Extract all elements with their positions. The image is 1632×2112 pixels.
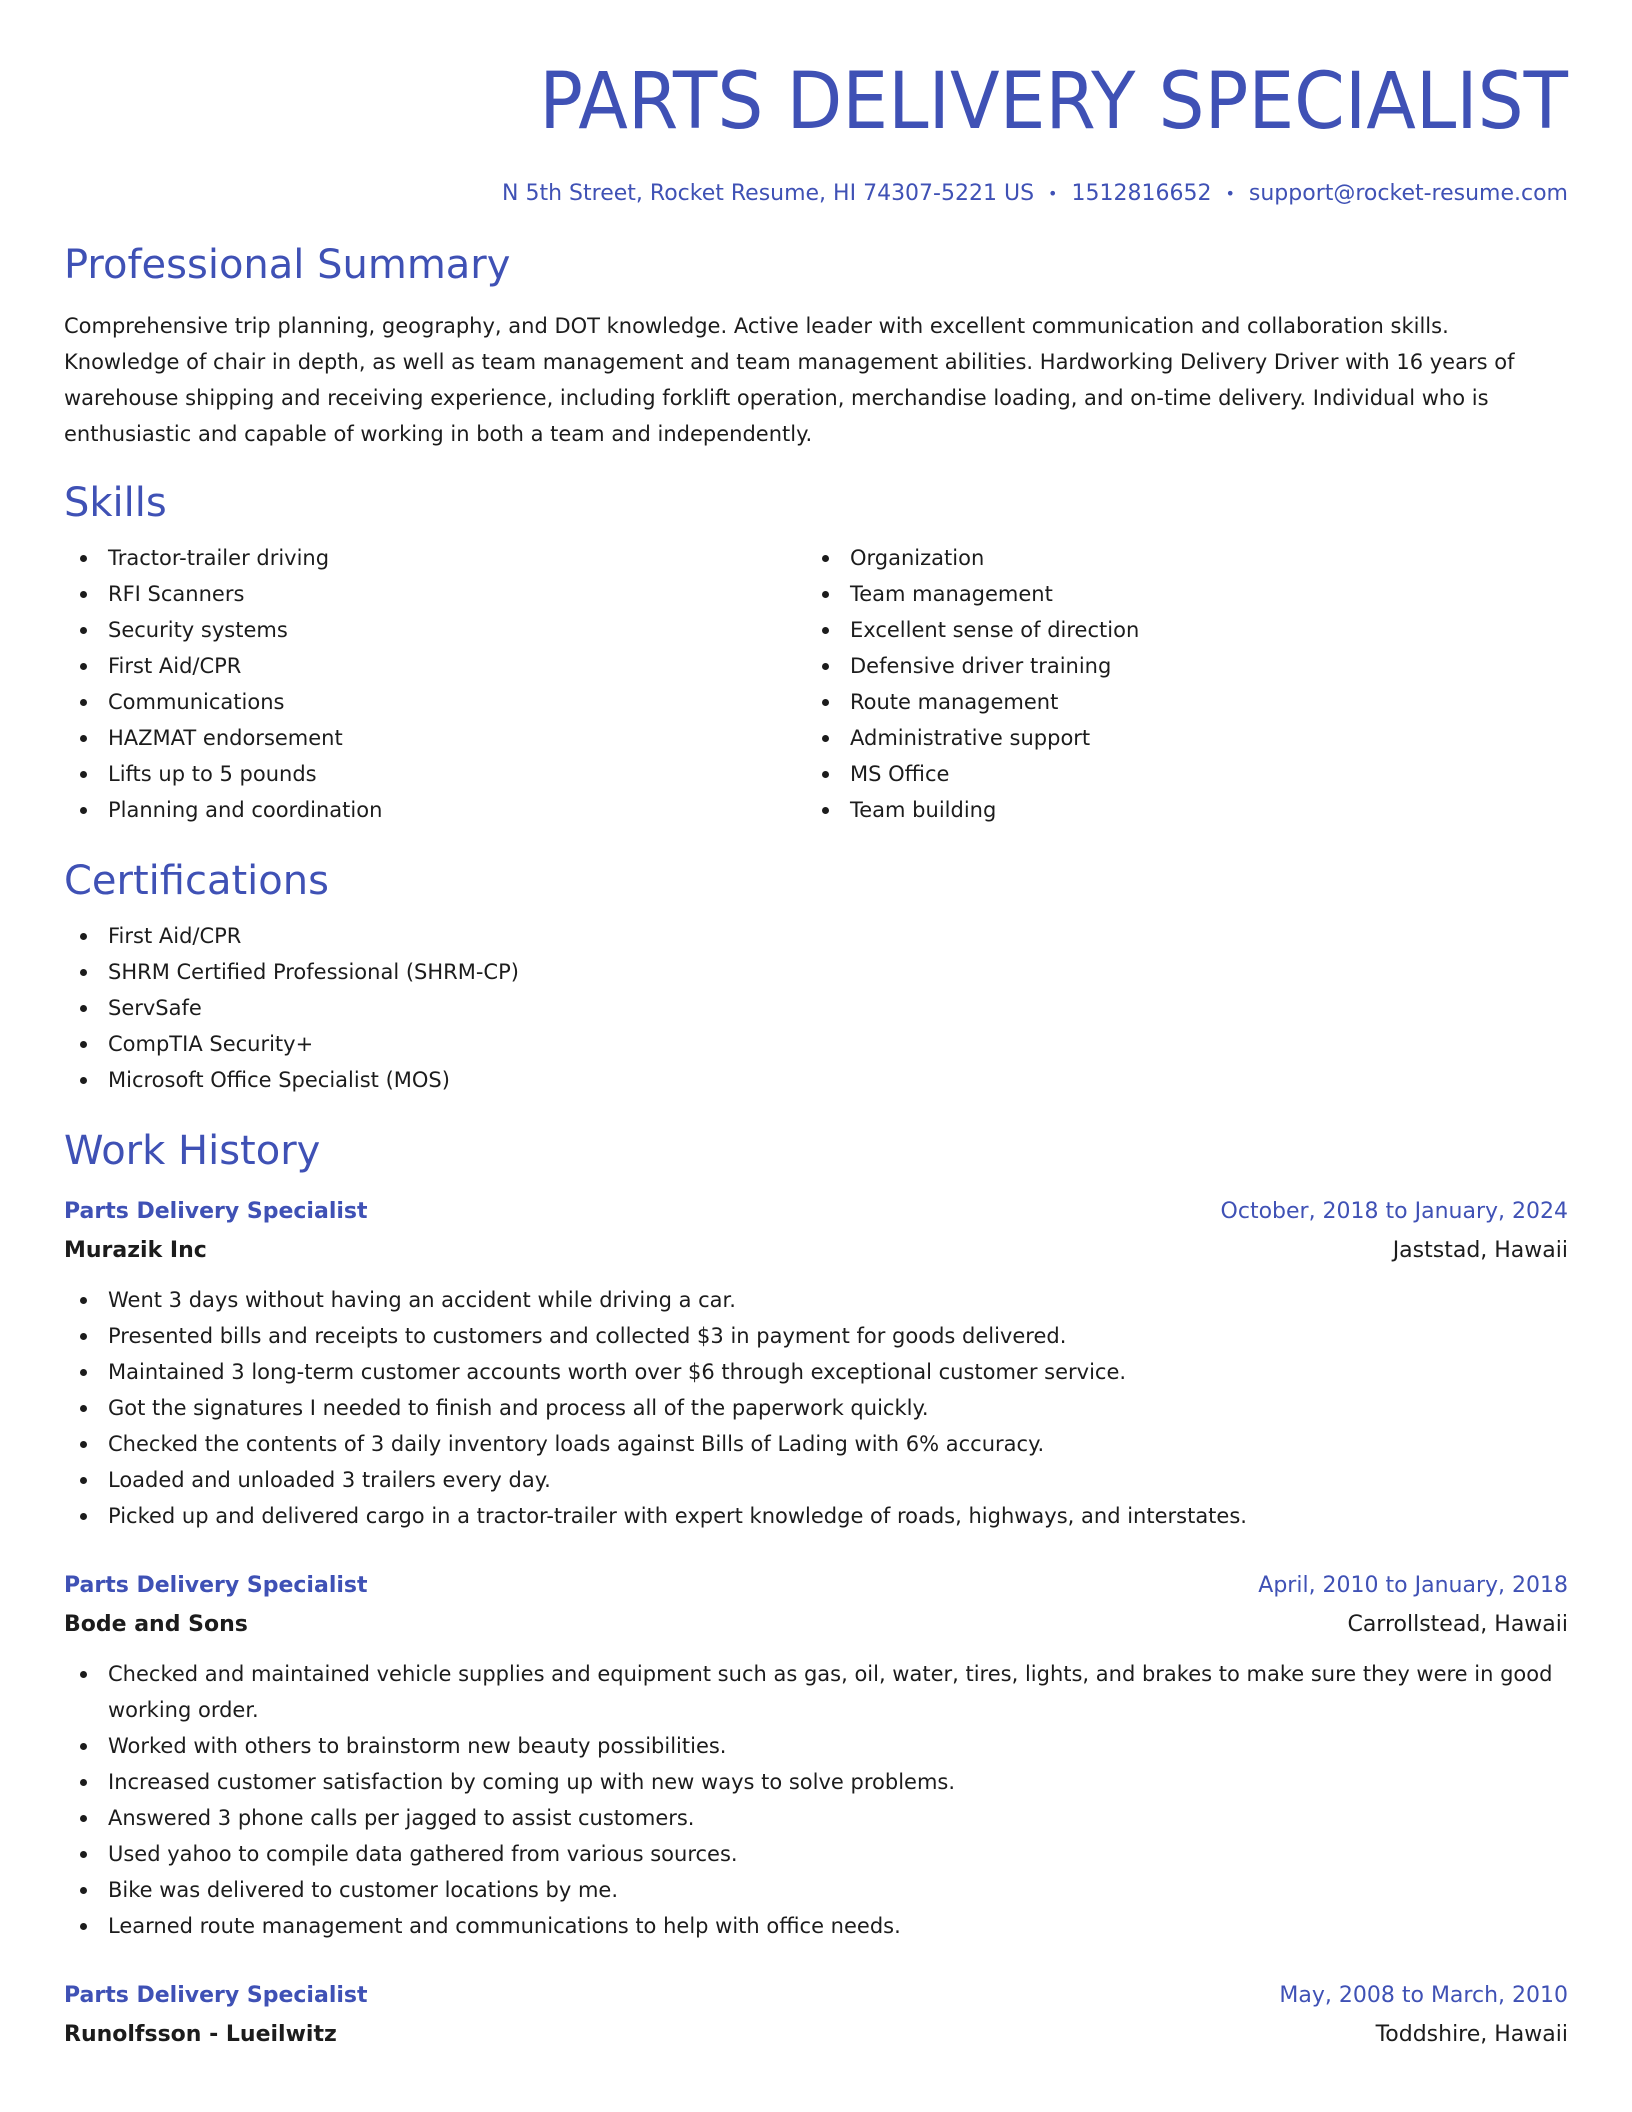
job-dates: May, 2008 to March, 2010 [1279, 1983, 1568, 2008]
summary-heading: Professional Summary [64, 242, 511, 288]
certifications-list [64, 918, 1568, 1098]
job-duty: Got the signatures I needed to finish and process all of the paperwork quickly. [64, 1390, 1568, 1426]
skill-item: HAZMAT endorsement [64, 720, 806, 756]
job-duty: Checked and maintained vehicle supplies and equipment such as gas, oil, water, tires, lights, and brakes to make sure they were in good working order. [64, 1656, 1568, 1728]
job-entry [64, 1978, 1568, 2056]
skill-item: Route management [806, 684, 1548, 720]
skill-item: First Aid/CPR [64, 648, 806, 684]
job-dates: April, 2010 to January, 2018 [1258, 1573, 1568, 1598]
skill-item: Team building [806, 792, 1548, 828]
job-duty: Maintained 3 long-term customer accounts worth over $6 through exceptional customer service. [64, 1354, 1568, 1390]
skill-item: Tractor-trailer driving [64, 540, 806, 576]
certification-item: Microsoft Office Specialist (MOS) [64, 1062, 1568, 1098]
summary-text: Comprehensive trip planning, geography, and DOT knowledge. Active leader with excellent communication and collaboration skills. Knowledge of chair in depth, as well as team management and team management abilities. Hardworking Delivery Driver with 16 years of warehouse shipping and receiving experience, including forklift operation, merchandise loading, and on-time delivery. Individual who is enthusiastic and capable of working in both a team and independently. [64, 314, 1515, 446]
job-title: Parts Delivery Specialist [64, 1199, 368, 1224]
skills-column-right [806, 540, 1548, 828]
job-duties-list [64, 1282, 1568, 1534]
job-duty: Loaded and unloaded 3 trailers every day. [64, 1462, 1568, 1498]
job-header-row [64, 1194, 1568, 1230]
work-history-heading: Work History [64, 1128, 321, 1174]
skill-item: Team management [806, 576, 1548, 612]
job-header-row [64, 1568, 1568, 1604]
skill-item: MS Office [806, 756, 1548, 792]
certification-item: SHRM Certified Professional (SHRM-CP) [64, 954, 1568, 990]
resume-name: PARTS DELIVERY SPECIALIST [539, 57, 1568, 147]
contact-separator: • [1048, 184, 1058, 203]
skill-item: Planning and coordination [64, 792, 806, 828]
job-location: Toddshire, Hawaii [1375, 2022, 1568, 2047]
job-company-row [64, 1230, 1568, 1272]
job-duty: Bike was delivered to customer locations by me. [64, 1872, 1568, 1908]
job-title: Parts Delivery Specialist [64, 1983, 368, 2008]
skill-item: Excellent sense of direction [806, 612, 1548, 648]
skills-grid [64, 540, 1568, 828]
job-duty: Used yahoo to compile data gathered from various sources. [64, 1836, 1568, 1872]
certification-item: ServSafe [64, 990, 1568, 1026]
contact-email[interactable]: support@rocket-resume.com [1248, 181, 1568, 206]
contact-phone: 1512816652 [1071, 181, 1212, 206]
job-entry [64, 1568, 1568, 1944]
job-company: Bode and Sons [64, 1612, 248, 1637]
certification-item: First Aid/CPR [64, 918, 1568, 954]
certifications-heading: Certifications [64, 858, 329, 904]
job-duty: Went 3 days without having an accident while driving a car. [64, 1282, 1568, 1318]
skill-item: Lifts up to 5 pounds [64, 756, 806, 792]
job-company-row [64, 1604, 1568, 1646]
job-duty: Worked with others to brainstorm new beauty possibilities. [64, 1728, 1568, 1764]
job-duty: Learned route management and communications to help with office needs. [64, 1908, 1568, 1944]
job-company: Murazik Inc [64, 1238, 207, 1263]
job-duties-list [64, 1656, 1568, 1944]
skills-list-left [64, 540, 806, 828]
skill-item: RFI Scanners [64, 576, 806, 612]
job-header-row [64, 1978, 1568, 2014]
contact-address: N 5th Street, Rocket Resume, HI 74307-5221 US [502, 181, 1035, 206]
skills-list-right [806, 540, 1548, 828]
job-company: Runolfsson - Lueilwitz [64, 2022, 337, 2047]
job-entry [64, 1194, 1568, 1534]
skills-column-left [64, 540, 806, 828]
skills-heading: Skills [64, 480, 167, 526]
contact-separator: • [1225, 184, 1235, 203]
job-dates: October, 2018 to January, 2024 [1220, 1199, 1568, 1224]
skill-item: Communications [64, 684, 806, 720]
skill-item: Organization [806, 540, 1548, 576]
job-title: Parts Delivery Specialist [64, 1573, 368, 1598]
job-duty: Increased customer satisfaction by coming up with new ways to solve problems. [64, 1764, 1568, 1800]
job-company-row [64, 2014, 1568, 2056]
skill-item: Defensive driver training [806, 648, 1548, 684]
skill-item: Administrative support [806, 720, 1548, 756]
job-duty: Answered 3 phone calls per jagged to assist customers. [64, 1800, 1568, 1836]
job-location: Carrollstead, Hawaii [1347, 1612, 1568, 1637]
certification-item: CompTIA Security+ [64, 1026, 1568, 1062]
job-duty: Checked the contents of 3 daily inventory loads against Bills of Lading with 6% accuracy. [64, 1426, 1568, 1462]
job-duty: Picked up and delivered cargo in a tractor-trailer with expert knowledge of roads, highways, and interstates. [64, 1498, 1568, 1534]
skill-item: Security systems [64, 612, 806, 648]
job-location: Jaststad, Hawaii [1392, 1238, 1568, 1263]
job-duty: Presented bills and receipts to customers and collected $3 in payment for goods delivered. [64, 1318, 1568, 1354]
contact-line [64, 178, 1568, 210]
